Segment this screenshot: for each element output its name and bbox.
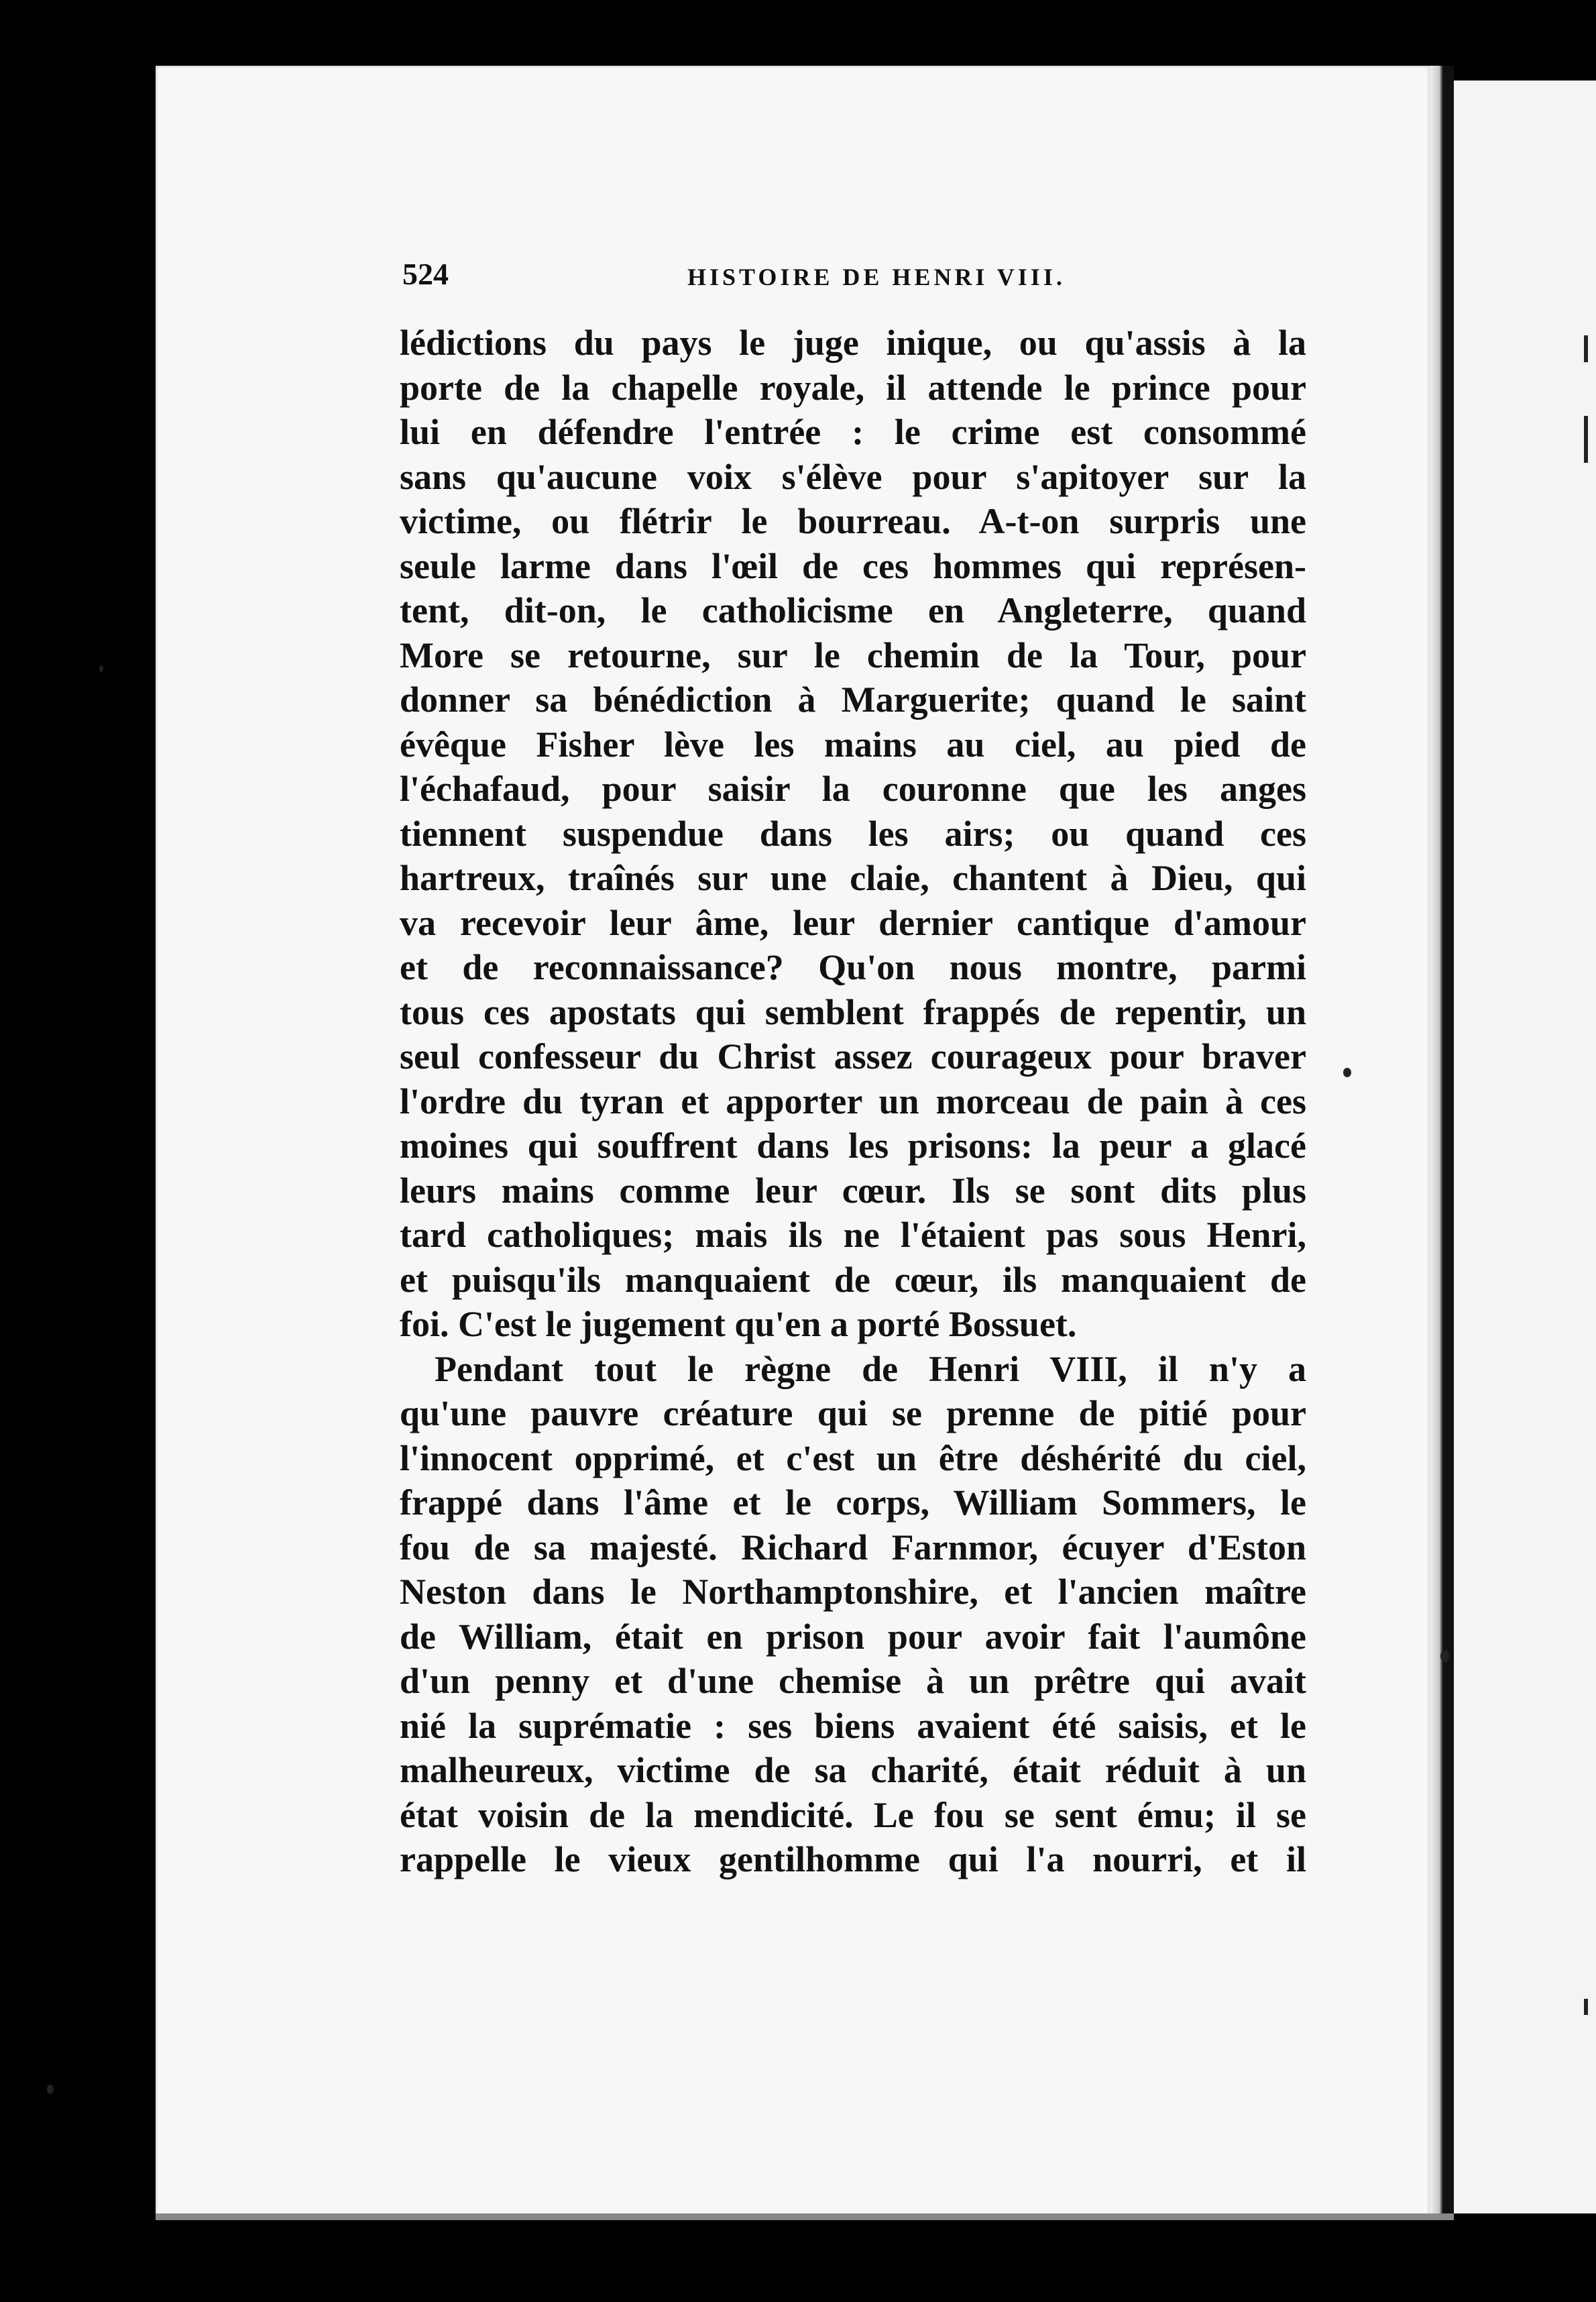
text-line: état voisin de la mendicité. Le fou se sent ému; il se: [400, 1794, 1306, 1835]
text-line: l'ordre du tyran et apporter un morceau de pain à ces: [400, 1081, 1306, 1121]
text-line: tiennent suspendue dans les airs; ou quand ces: [400, 813, 1306, 854]
margin-speck: [1440, 1650, 1450, 1662]
text-line: moines qui souffrent dans les prisons: la peur a glacé: [400, 1126, 1306, 1166]
text-line: sans qu'aucune voix s'élève pour s'apitoyer sur la: [400, 456, 1306, 497]
facing-page-mark: [1584, 1999, 1588, 2015]
page-gutter: [1430, 66, 1454, 2220]
text-line: More se retourne, sur le chemin de la Tour, pour: [400, 635, 1306, 675]
body-text: [400, 321, 1306, 1882]
text-line: et de reconnaissance? Qu'on nous montre, parmi: [400, 947, 1306, 987]
text-line: lédictions du pays le juge inique, ou qu'assis à la: [400, 323, 1306, 363]
text-line: hartreux, traînés sur une claie, chantent à Dieu, qui: [400, 858, 1306, 898]
text-line: frappé dans l'âme et le corps, William Sommers, le: [400, 1482, 1306, 1523]
text-line: nié la suprématie : ses biens avaient été saisis, et le: [400, 1705, 1306, 1746]
text-line: Pendant tout le règne de Henri VIII, il n'y a: [435, 1348, 1306, 1389]
text-line: va recevoir leur âme, leur dernier cantique d'amour: [400, 902, 1306, 943]
text-line: porte de la chapelle royale, il attende le prince pour: [400, 367, 1306, 408]
text-line: leurs mains comme leur cœur. Ils se sont dits plus: [400, 1170, 1306, 1211]
text-line: lui en défendre l'entrée : le crime est consommé: [400, 412, 1306, 452]
text-line: tent, dit-on, le catholicisme en Angleterre, quand: [400, 590, 1306, 631]
margin-speck: [1343, 1068, 1351, 1077]
text-line: rappelle le vieux gentilhomme qui l'a nourri, et il: [400, 1839, 1306, 1879]
text-line: tard catholiques; mais ils ne l'étaient pas sous Henri,: [400, 1215, 1306, 1255]
text-line: Neston dans le Northamptonshire, et l'ancien maître: [400, 1572, 1306, 1612]
text-line: donner sa bénédiction à Marguerite; quand le saint: [400, 679, 1306, 720]
text-line: seul confesseur du Christ assez courageux pour braver: [400, 1036, 1306, 1077]
text-line: qu'une pauvre créature qui se prenne de pitié pour: [400, 1393, 1306, 1433]
text-line: victime, ou flétrir le bourreau. A-t-on surpris une: [400, 501, 1306, 541]
text-line: seule larme dans l'œil de ces hommes qui représen-: [400, 545, 1306, 586]
text-line: fou de sa majesté. Richard Farnmor, écuyer d'Eston: [400, 1527, 1306, 1568]
facing-page-edge: [1454, 80, 1596, 2213]
text-line: d'un penny et d'une chemise à un prêtre qui avait: [400, 1661, 1306, 1701]
text-line: tous ces apostats qui semblent frappés de repentir, un: [400, 991, 1306, 1032]
margin-speck: [99, 665, 103, 672]
text-line: l'innocent opprimé, et c'est un être déshérité du ciel,: [400, 1437, 1306, 1478]
text-line: évêque Fisher lève les mains au ciel, au pied de: [400, 724, 1306, 765]
text-line: de William, était en prison pour avoir fait l'aumône: [400, 1616, 1306, 1657]
running-title: HISTOIRE DE HENRI VIII.: [687, 264, 1066, 290]
text-line: malheureux, victime de sa charité, était réduit à un: [400, 1750, 1306, 1790]
facing-page-mark: [1584, 335, 1588, 362]
page-bottom-edge: [156, 2213, 1454, 2220]
page-number: 524: [402, 257, 449, 291]
margin-speck: [47, 2085, 54, 2094]
text-line: et puisqu'ils manquaient de cœur, ils manquaient de: [400, 1259, 1306, 1300]
facing-page-mark: [1584, 416, 1588, 463]
text-line: l'échafaud, pour saisir la couronne que les anges: [400, 769, 1306, 809]
text-line: foi. C'est le jugement qu'en a porté Bossuet.: [400, 1304, 1077, 1344]
